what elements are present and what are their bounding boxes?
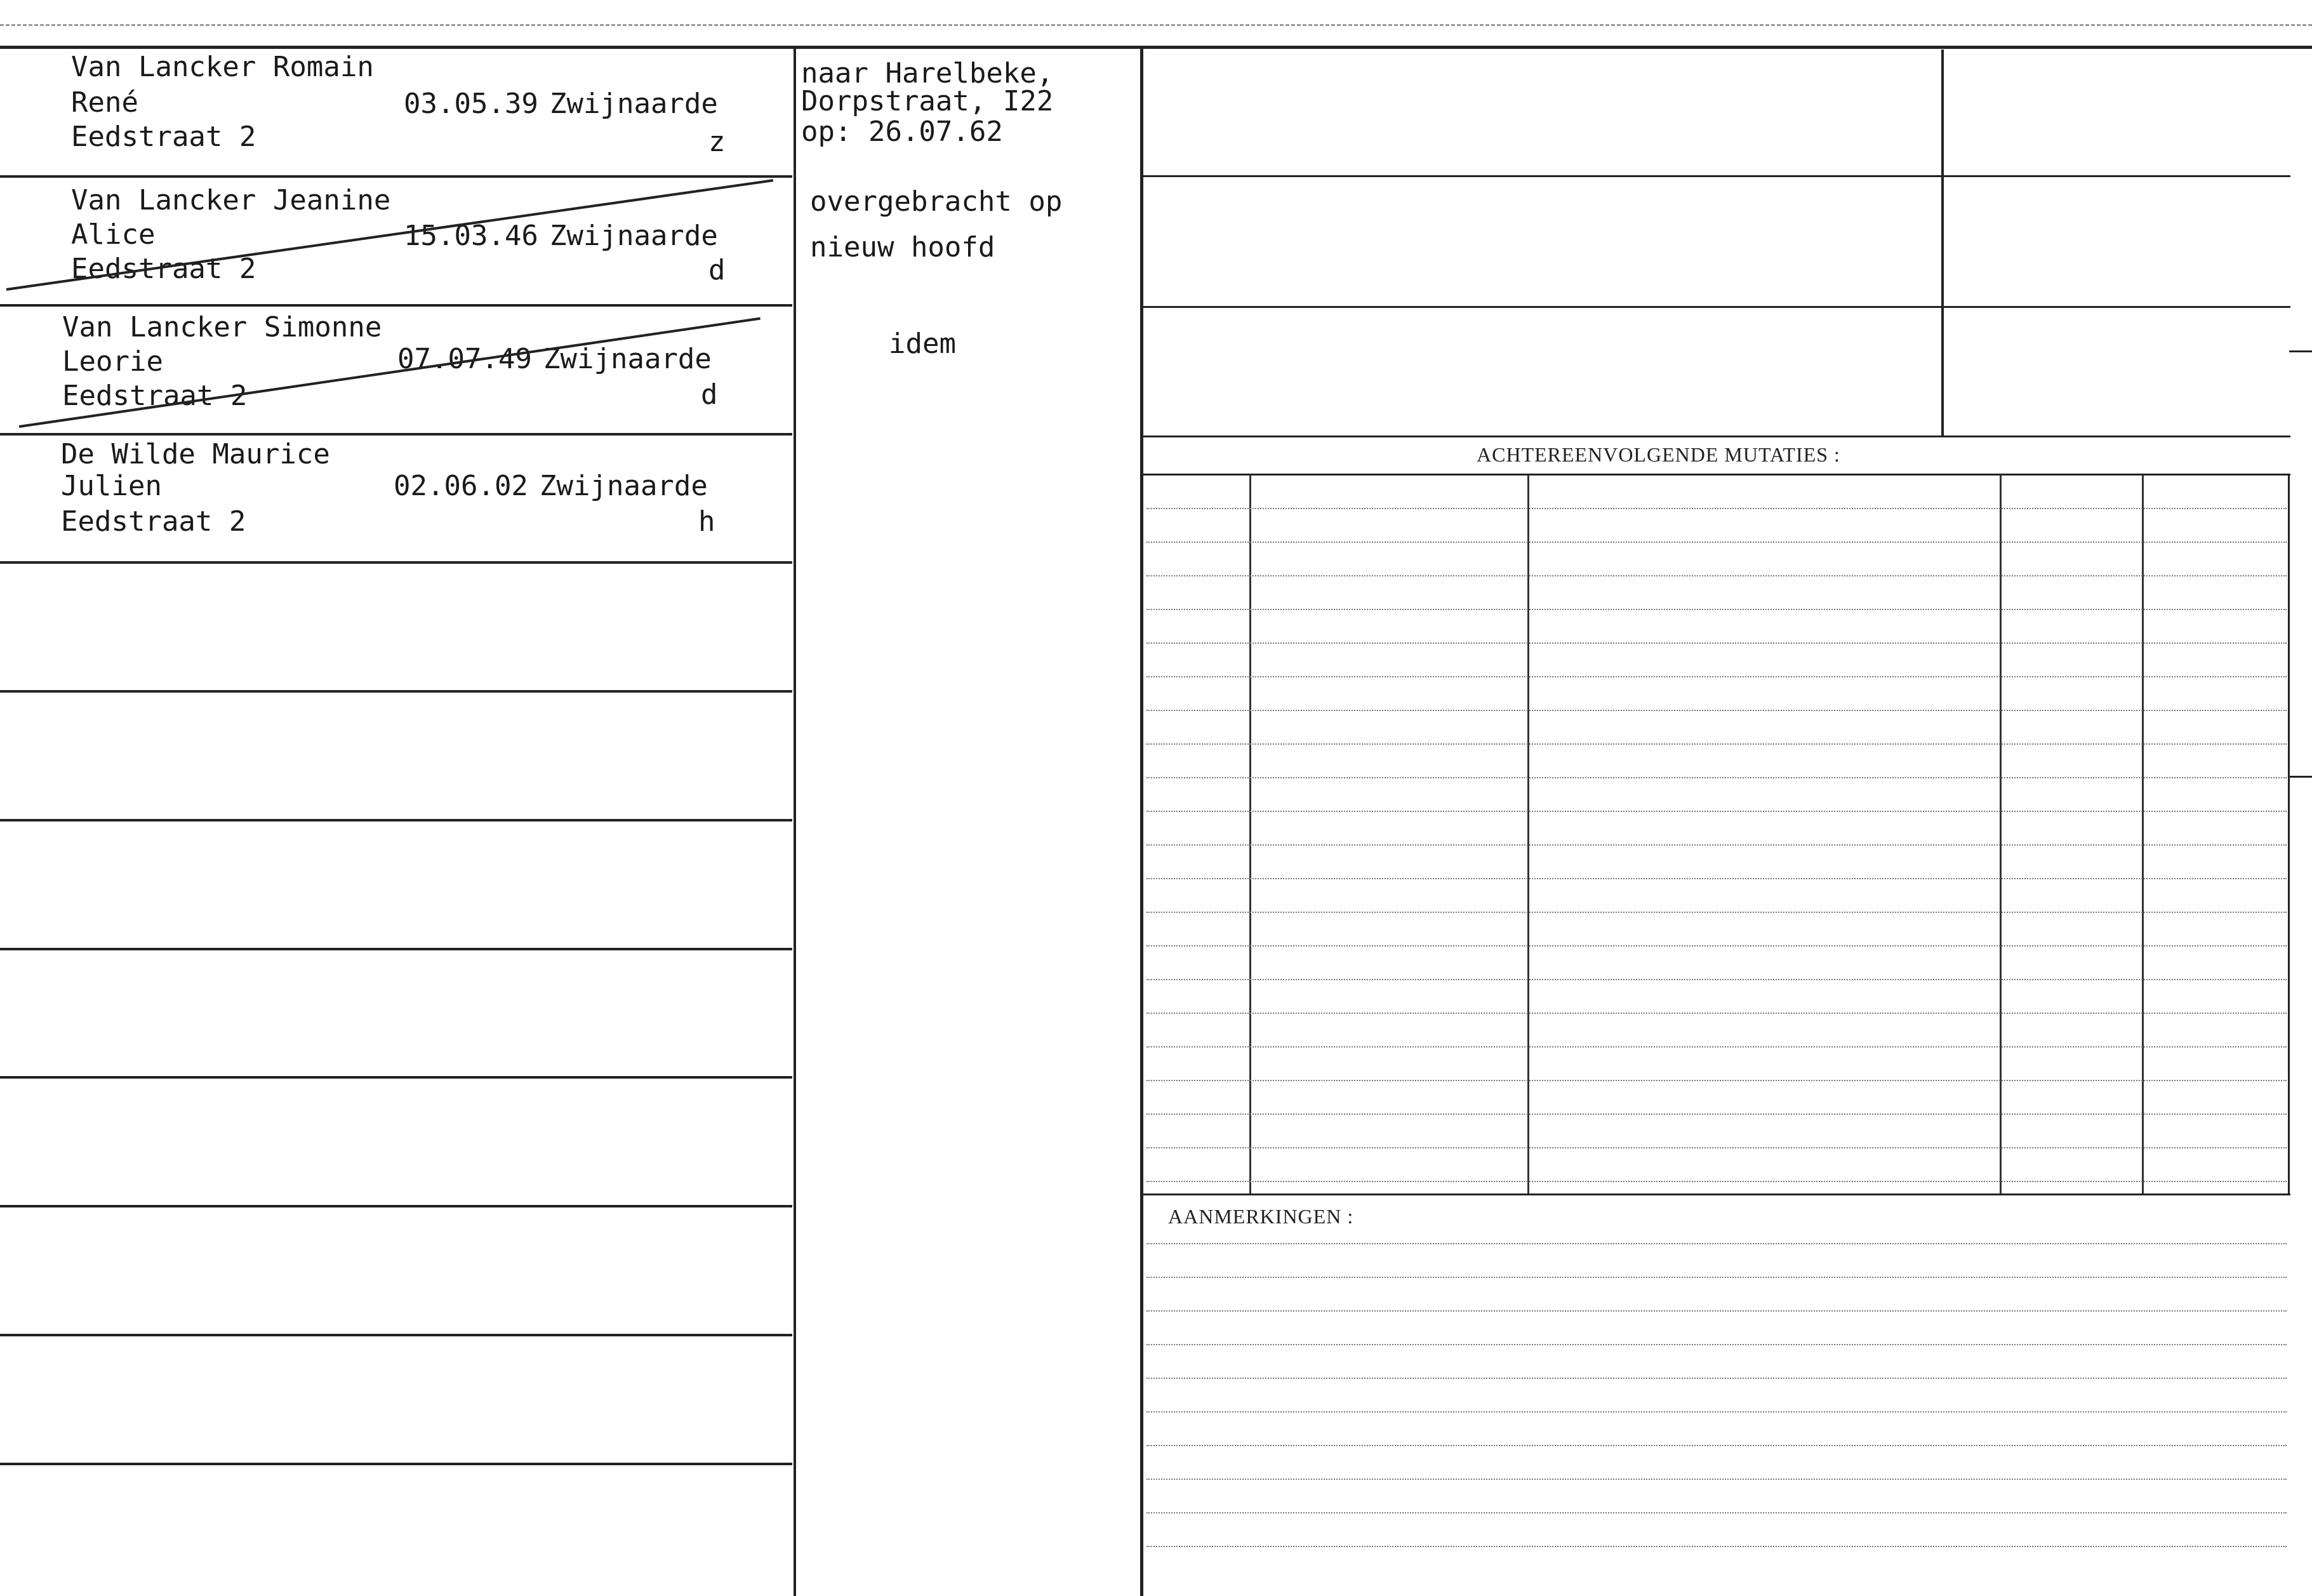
row-divider — [0, 1334, 792, 1336]
ruled-line — [1146, 1512, 2287, 1513]
record-first-names: Alice — [71, 218, 156, 251]
record-relation: h — [698, 505, 715, 538]
edge-tick — [2289, 350, 2312, 352]
mutations-bottom-rule — [1143, 1194, 2290, 1195]
ruled-line — [1146, 1080, 2287, 1081]
ruled-line — [1146, 1445, 2287, 1446]
record-birth-date: 15.03.46 — [404, 220, 538, 252]
notes-column-divider — [1140, 48, 1143, 1596]
ruled-line — [1146, 1344, 2287, 1345]
record-note-line: idem — [889, 328, 956, 360]
ruled-line — [1146, 542, 2287, 543]
record-relation: d — [701, 378, 718, 411]
ruled-line — [1146, 1243, 2287, 1244]
row-divider — [0, 561, 792, 564]
row-divider — [0, 1076, 792, 1079]
ruled-line — [1146, 642, 2287, 644]
row-divider — [0, 948, 792, 950]
row-divider — [0, 175, 792, 178]
record-first-names: Julien — [61, 470, 162, 502]
record-note-line: overgebracht op — [810, 185, 1063, 218]
record-birth-date: 03.05.39 — [404, 88, 538, 120]
mutations-title: ACHTEREENVOLGENDE MUTATIES : — [1477, 443, 1840, 466]
ruled-line — [1146, 1479, 2287, 1480]
mutations-column-line — [2000, 475, 2002, 1194]
record-birth-place: Zwijnaarde — [550, 88, 718, 120]
row-divider — [0, 1205, 792, 1207]
ruled-line — [1146, 1310, 2287, 1312]
record-address: Eedstraat 2 — [71, 121, 256, 153]
row-divider — [0, 690, 792, 693]
record-note-line: Dorpstraat, I22 — [801, 85, 1054, 117]
ruled-line — [1146, 1013, 2287, 1014]
record-relation: d — [708, 254, 726, 286]
record-name: De Wilde Maurice — [61, 438, 330, 470]
record-note-line: nieuw hoofd — [810, 231, 995, 263]
mutations-column-line — [2142, 475, 2144, 1194]
names-column-divider — [794, 48, 796, 1596]
ruled-line — [1146, 1181, 2287, 1182]
ruled-line — [1146, 743, 2287, 745]
ruled-line — [1146, 1378, 2287, 1379]
record-address: Eedstraat 2 — [71, 253, 256, 285]
record-first-names: René — [71, 86, 138, 119]
ruled-line — [1146, 1546, 2287, 1547]
row-divider — [0, 1463, 792, 1465]
record-birth-place: Zwijnaarde — [550, 220, 718, 252]
grid-row-divider — [1143, 436, 2290, 437]
ruled-line — [1146, 878, 2287, 879]
edge-tick — [2289, 776, 2312, 778]
row-divider — [0, 819, 792, 821]
ruled-line — [1146, 777, 2287, 778]
ruled-line — [1146, 1114, 2287, 1115]
ruled-line — [1146, 609, 2287, 610]
ruled-line — [1146, 912, 2287, 913]
ruled-line — [1146, 575, 2287, 576]
grid-row-divider — [1143, 306, 2290, 308]
row-divider — [0, 304, 792, 307]
record-name: Van Lancker Romain — [71, 51, 374, 83]
record-address: Eedstraat 2 — [61, 505, 246, 538]
record-name: Van Lancker Simonne — [62, 311, 382, 343]
record-birth-date: 02.06.02 — [394, 470, 528, 502]
mutations-header-rule — [1143, 474, 2290, 475]
ruled-line — [1146, 508, 2287, 509]
record-birth-place: Zwijnaarde — [543, 343, 712, 375]
ruled-line — [1146, 844, 2287, 846]
remarks-title: AANMERKINGEN : — [1168, 1205, 1354, 1228]
ruled-line — [1146, 676, 2287, 677]
ruled-line — [1146, 1147, 2287, 1148]
ruled-line — [1146, 1411, 2287, 1413]
ruled-line — [1146, 710, 2287, 711]
top-border — [0, 46, 2312, 49]
record-birth-date: 07.07.49 — [397, 343, 532, 375]
record-note-line: op: 26.07.62 — [801, 116, 1003, 148]
mutations-column-line — [1527, 475, 1529, 1194]
ruled-line — [1146, 979, 2287, 980]
ruled-line — [1146, 1046, 2287, 1047]
record-address: Eedstraat 2 — [62, 380, 248, 412]
ruled-line — [1146, 945, 2287, 947]
grid-row-divider — [1143, 175, 2290, 177]
record-name: Van Lancker Jeanine — [71, 184, 391, 216]
row-divider — [0, 433, 792, 436]
mutations-column-line — [1249, 475, 1251, 1194]
grid-column-divider — [1941, 50, 1944, 436]
ruled-line — [1146, 811, 2287, 812]
top-dotted-edge — [0, 24, 2312, 26]
record-relation: z — [708, 126, 726, 158]
mutations-right-edge — [2288, 475, 2290, 1194]
record-first-names: Leorie — [62, 345, 163, 378]
record-note-line: naar Harelbeke, — [801, 57, 1054, 90]
record-birth-place: Zwijnaarde — [540, 470, 708, 502]
ruled-line — [1146, 1277, 2287, 1278]
